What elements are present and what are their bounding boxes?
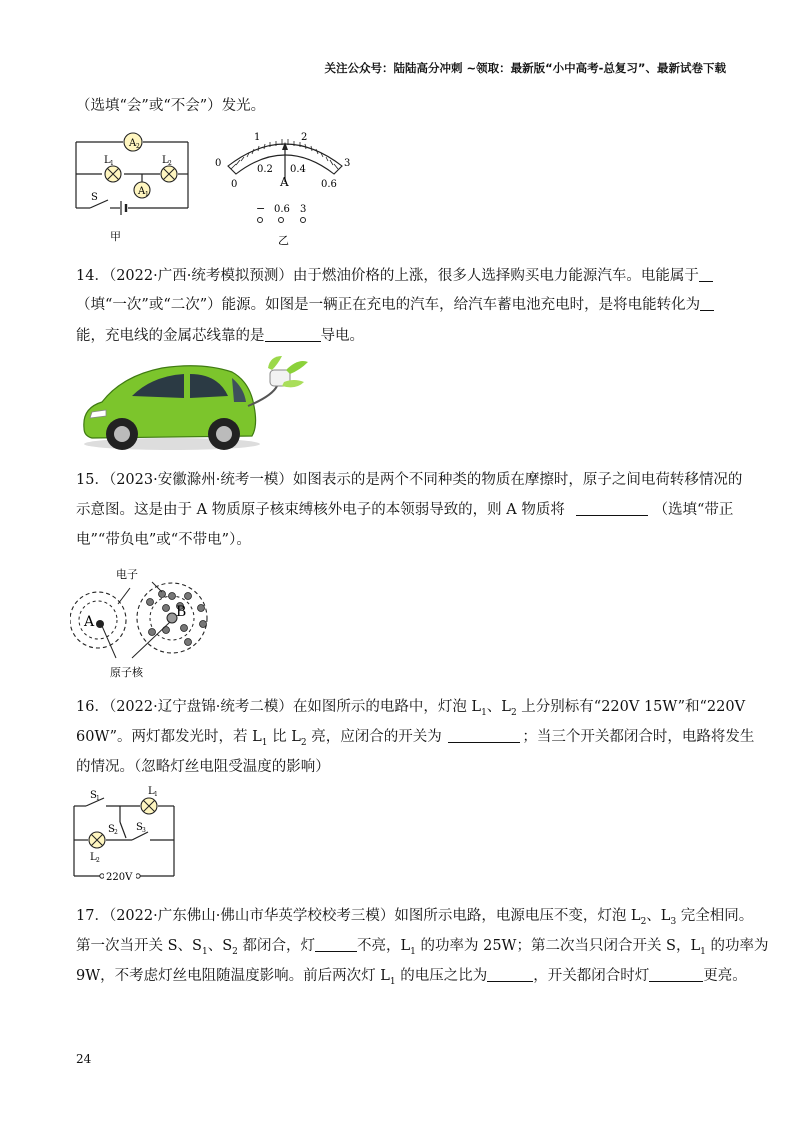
s1-label: S bbox=[90, 790, 97, 801]
electron-label: 电子 bbox=[116, 568, 138, 581]
q17-line3 bbox=[76, 966, 747, 992]
q17-text-10: 9W，不考虑灯丝电阻随温度影响。前后两次灯 L bbox=[76, 968, 390, 984]
q15-line1: 15．（2023·安徽滁州·统考一模）如图表示的是两个不同种类的物质在摩擦时，原子之间电荷转移情况的 bbox=[76, 472, 743, 488]
q17-text-2: 、L bbox=[646, 908, 671, 924]
l1-label: L bbox=[148, 786, 155, 797]
s1-sub: 1 bbox=[96, 795, 100, 802]
q13-tail: （选填“会”或“不会”）发光。 bbox=[76, 98, 266, 114]
q16-text-1: 16．（2022·辽宁盘锦·统考二模）在如图所示的电路中，灯泡 L bbox=[76, 699, 482, 715]
page-number: 24 bbox=[76, 1052, 92, 1066]
dial-bottom-tick-3: 0.6 bbox=[321, 179, 337, 190]
q16-text-2: 、L bbox=[486, 699, 511, 715]
ammeter-a1-sub: 1 bbox=[145, 191, 149, 198]
q17-text-8: 的功率为 25W；第二次当只闭合开关 S，L bbox=[415, 938, 701, 954]
switch-s-label: S bbox=[91, 192, 98, 203]
terminal-minus: − bbox=[256, 202, 266, 215]
q17-text-5: 、S bbox=[207, 938, 233, 954]
dial-bottom-tick-2: 0.4 bbox=[290, 164, 306, 175]
q13-ammeter-dial bbox=[208, 124, 358, 248]
ammeter-a2-sub: 2 bbox=[136, 143, 140, 150]
s3-label: S bbox=[136, 822, 143, 833]
q14-blank-3[interactable] bbox=[265, 326, 321, 342]
l1-sub: 1 bbox=[154, 791, 158, 798]
q14-line3 bbox=[76, 326, 364, 346]
q16-text-7: ；当三个开关都闭合时，电路将发生 bbox=[522, 729, 755, 745]
q17-blank-1[interactable] bbox=[315, 936, 357, 952]
q17-sub-3: 1 bbox=[201, 946, 208, 957]
q15-text-2: （选填“带正 bbox=[653, 502, 734, 518]
q16-line1 bbox=[76, 697, 745, 723]
q17-blank-3[interactable] bbox=[649, 966, 703, 982]
q16-line2 bbox=[76, 727, 754, 753]
q15-atom-figure bbox=[70, 562, 220, 682]
terminal-3: 3 bbox=[300, 204, 307, 215]
dial-bottom-tick-0: 0 bbox=[231, 179, 238, 190]
terminal-0-6: 0.6 bbox=[274, 204, 290, 215]
q14-line2 bbox=[76, 295, 714, 315]
ammeter-a1-label: A bbox=[138, 186, 146, 197]
q16-text-3: 上分别标有“220V 15W”和“220V bbox=[516, 699, 746, 715]
ammeter-a2-label: A bbox=[129, 138, 137, 149]
lamp-l2-sub: 2 bbox=[168, 160, 172, 167]
q16-line3: 的情况。（忽略灯丝电阻受温度的影响） bbox=[76, 759, 330, 775]
lamp-l1-sub: 1 bbox=[110, 160, 114, 167]
page-header: 关注公众号：陆陆高分冲刺 ~领取：最新版“小中高考-总复习”、最新试卷下载 bbox=[324, 61, 726, 75]
q16-blank-1[interactable] bbox=[448, 727, 520, 743]
q17-text-6: 都闭合，灯 bbox=[237, 938, 315, 954]
lamp-l2-label: L bbox=[162, 155, 169, 166]
q17-sub-4: 2 bbox=[232, 946, 238, 957]
dial-top-tick-2: 2 bbox=[301, 132, 308, 143]
caption-yi: 乙 bbox=[278, 234, 289, 247]
q16-circuit-figure bbox=[66, 782, 196, 888]
q17-text-11: 的电压之比为 bbox=[395, 968, 488, 984]
q14-text-3: 能，充电线的金属芯线靠的是 bbox=[76, 328, 265, 344]
dial-top-tick-0: 0 bbox=[215, 158, 222, 169]
atom-b-label: B bbox=[176, 604, 187, 620]
q14-blank-1[interactable] bbox=[699, 266, 713, 282]
q16-sub-1: 1 bbox=[481, 707, 487, 718]
q17-sub-1: 2 bbox=[640, 916, 647, 927]
q14-text-2: （填“一次”或“二次”）能源。如图是一辆正在充电的汽车，给汽车蓄电池充电时，是将电能转化为 bbox=[76, 297, 701, 313]
q16-text-6: 亮，应闭合的开关为 bbox=[306, 729, 442, 745]
q13-circuit-figure bbox=[66, 124, 206, 244]
q14-text-1: 14．（2022·广西·统考模拟预测）由于燃油价格的上涨，很多人选择购买电力能源汽车。电能属于 bbox=[76, 268, 699, 284]
dial-unit-a: A bbox=[280, 175, 289, 189]
q14-line1 bbox=[76, 266, 713, 286]
q17-text-13: 更亮。 bbox=[703, 968, 747, 984]
q17-line1 bbox=[76, 906, 753, 932]
q15-text-1: 示意图。这是由于 A 物质原子核束缚核外电子的本领弱导致的，则 A 物质将 bbox=[76, 502, 565, 518]
q17-sub-6: 1 bbox=[700, 946, 706, 957]
caption-jia: 甲 bbox=[110, 230, 121, 243]
q15-blank-1[interactable] bbox=[576, 500, 648, 516]
l2-sub: 2 bbox=[96, 857, 100, 864]
source-label: 220V bbox=[106, 872, 133, 883]
q17-text-9: 的功率为 bbox=[705, 938, 769, 954]
q16-text-4: 60W”。两灯都发光时，若 L bbox=[76, 729, 262, 745]
q17-text-12: ，开关都闭合时灯 bbox=[533, 968, 650, 984]
q16-sub-2: 2 bbox=[510, 707, 517, 718]
q17-blank-2[interactable] bbox=[487, 966, 533, 982]
dial-bottom-tick-1: 0.2 bbox=[257, 164, 273, 175]
q14-electric-car-figure bbox=[72, 356, 312, 456]
lamp-l1-label: L bbox=[104, 155, 111, 166]
q16-sub-3: 1 bbox=[261, 737, 268, 748]
q17-sub-5: 1 bbox=[410, 946, 416, 957]
q16-text-5: 比 L bbox=[267, 729, 301, 745]
q17-text-1: 17．（2022·广东佛山·佛山市华英学校校考三模）如图所示电路，电源电压不变，灯泡 L bbox=[76, 908, 641, 924]
q15-line3: 电”“带负电”或“不带电”）。 bbox=[76, 532, 251, 548]
l2-label: L bbox=[90, 852, 97, 863]
q16-sub-4: 2 bbox=[300, 737, 307, 748]
s3-sub: 3 bbox=[142, 827, 146, 834]
q17-line2 bbox=[76, 936, 768, 962]
q17-sub-7: 1 bbox=[389, 976, 396, 987]
dial-top-tick-3: 3 bbox=[344, 158, 351, 169]
s2-label: S bbox=[108, 824, 115, 835]
atom-a-label: A bbox=[84, 614, 95, 630]
q14-blank-2[interactable] bbox=[700, 295, 714, 311]
nucleus-label: 原子核 bbox=[110, 666, 143, 679]
q17-sub-2: 3 bbox=[670, 916, 677, 927]
q17-text-3: 完全相同。 bbox=[676, 908, 754, 924]
q15-line2 bbox=[76, 500, 733, 520]
dial-top-tick-1: 1 bbox=[254, 132, 261, 143]
s2-sub: 2 bbox=[114, 829, 118, 836]
q17-text-4: 第一次当开关 S、S bbox=[76, 938, 202, 954]
q17-text-7: 不亮，L bbox=[357, 938, 411, 954]
q14-text-4: 导电。 bbox=[320, 328, 364, 344]
